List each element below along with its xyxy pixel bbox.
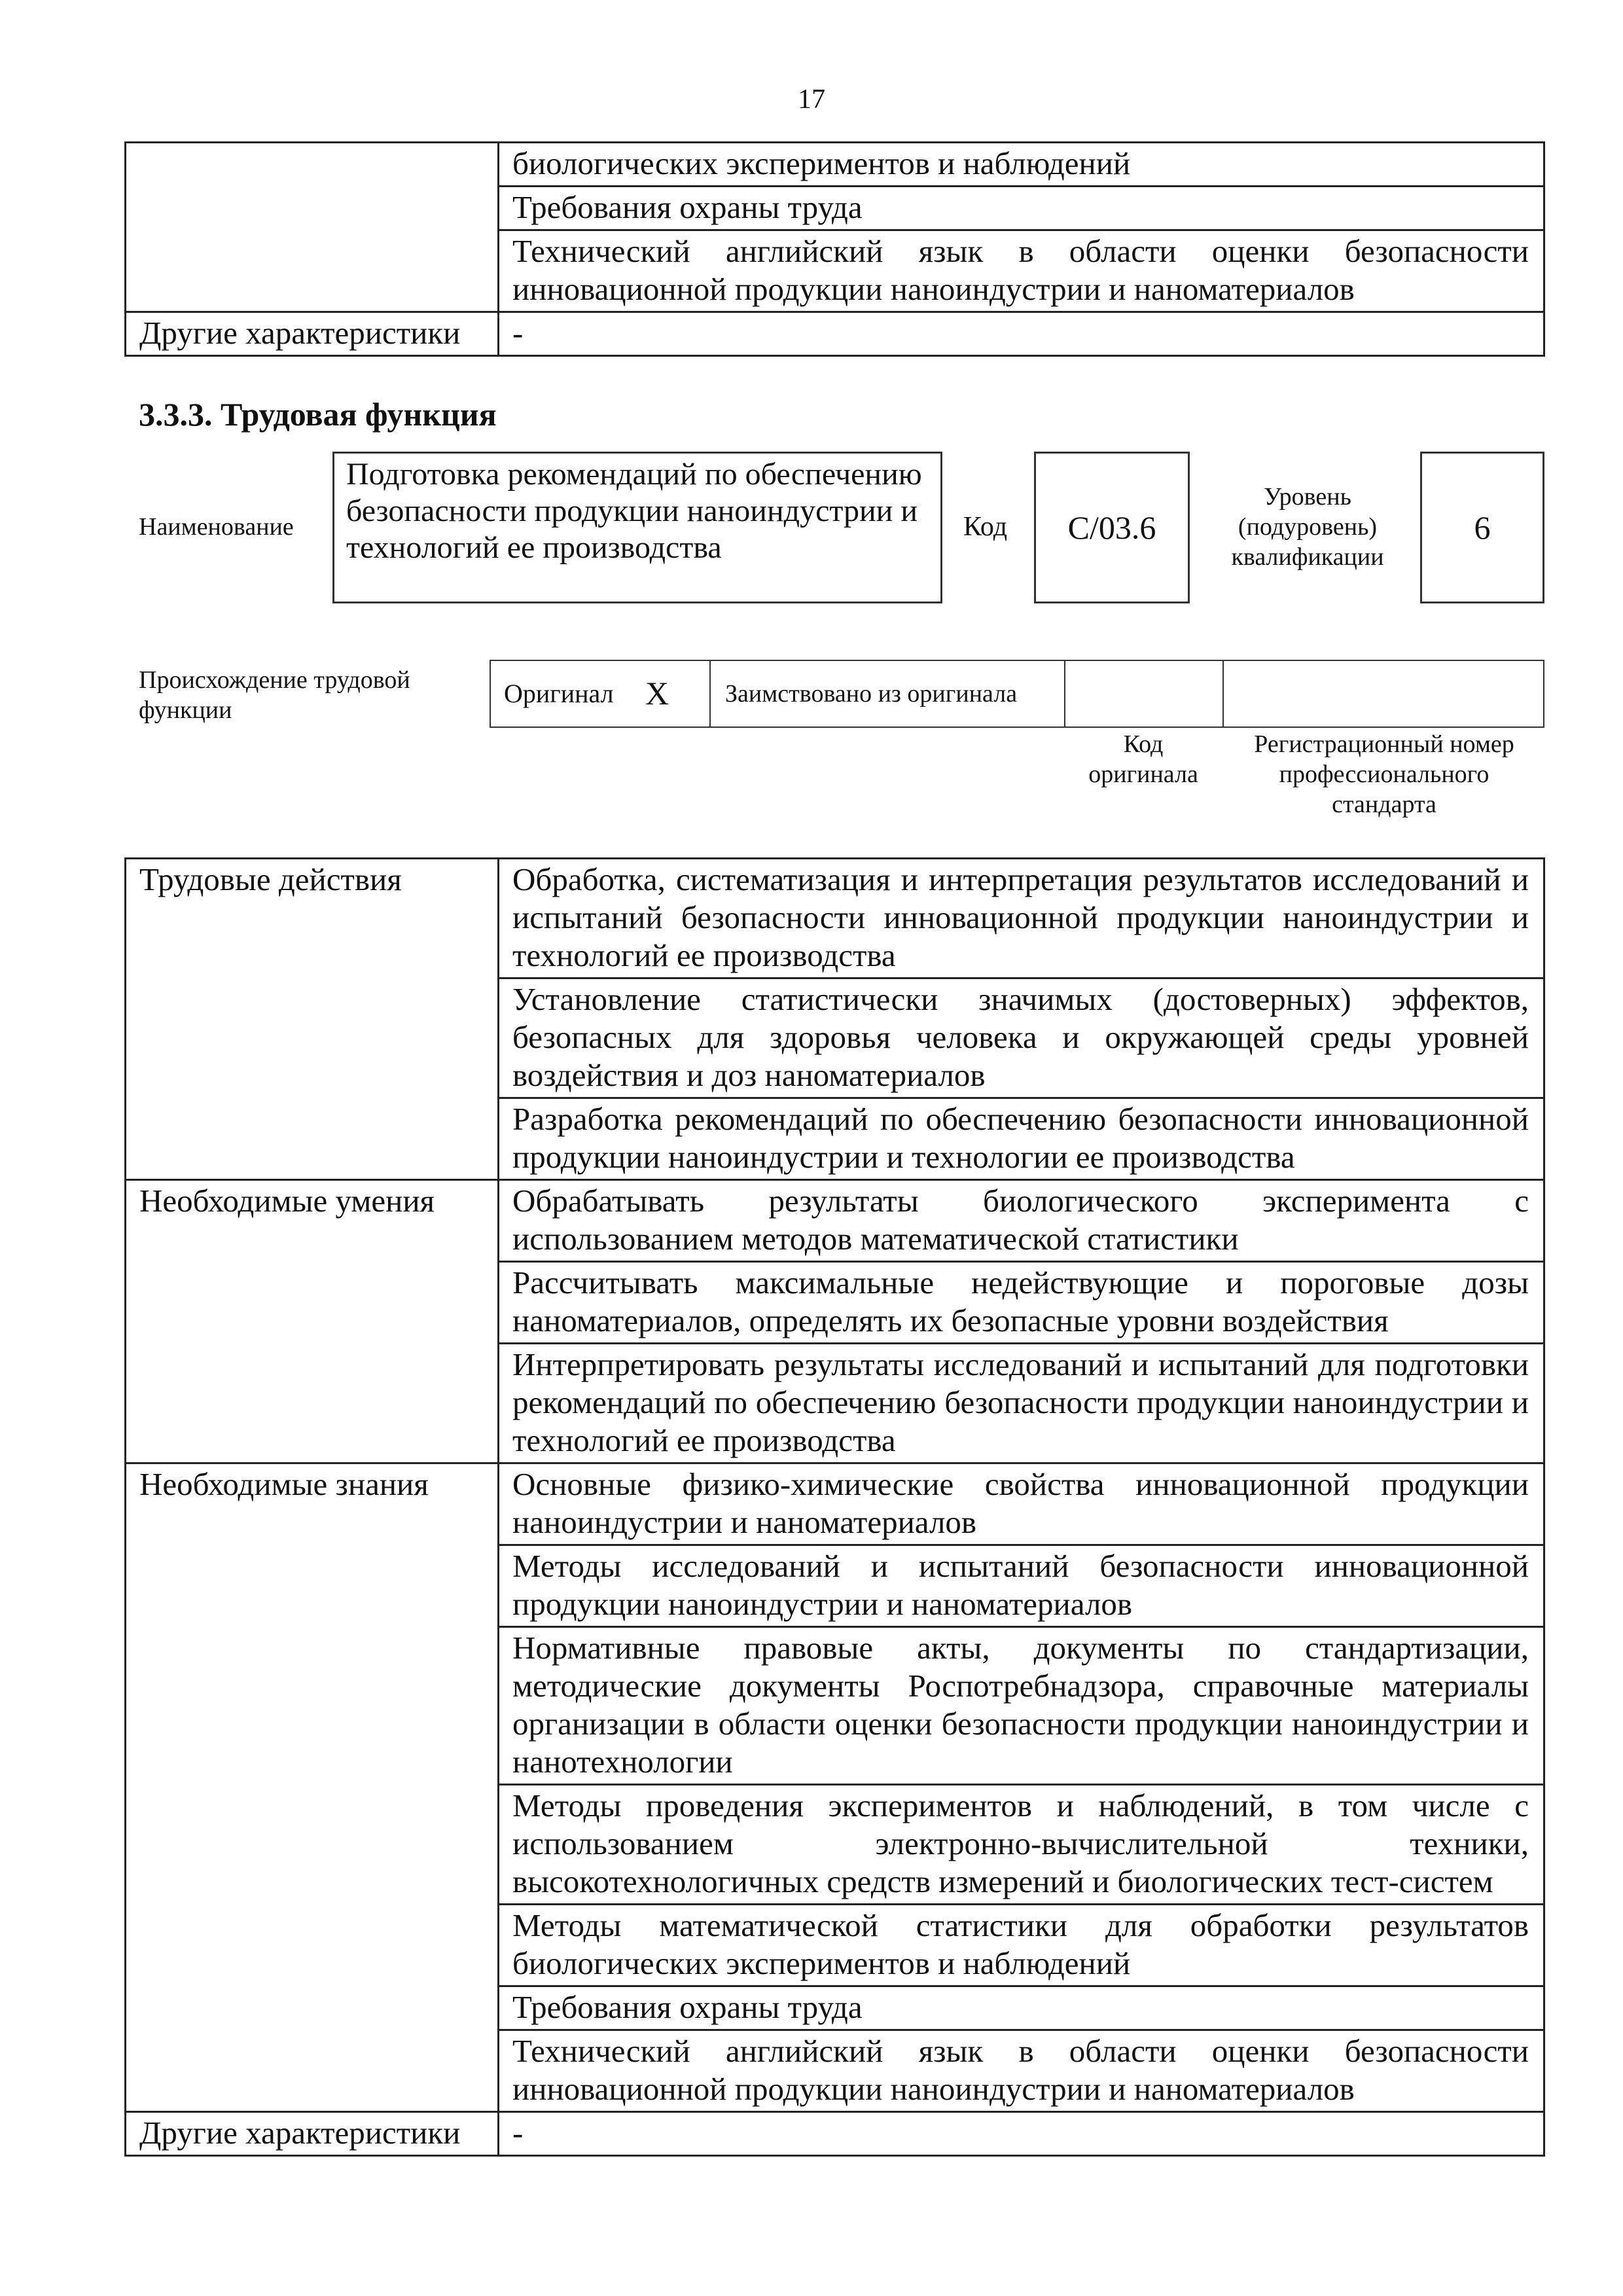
table-cell: - [499,312,1544,356]
origin-divider [1064,660,1065,728]
table-cell: Основные физико-химические свойства инновационной продукции наноиндустрии и наноматериалов [499,1463,1544,1545]
table-row [126,1463,1544,1545]
table-cell: Методы исследований и испытаний безопасности инновационной продукции наноиндустрии и наноматериалов [499,1545,1544,1627]
reg-number-caption: Регистрационный номер профессионального стандарта [1254,730,1514,818]
table-label-cell [126,230,499,312]
table-label-cell [126,1545,499,1627]
table-label-cell [126,1344,499,1463]
original-mark: X [645,675,669,711]
table-row [126,1905,1544,1986]
code-original-caption: Код оригинала [1088,730,1198,788]
table-cell: Требования охраны труда [499,187,1544,230]
table-label-cell [126,1098,499,1180]
borrowed-label: Заимствовано из оригинала [725,680,1018,708]
table-row [126,1627,1544,1785]
table-cell: Рассчитывать максимальные недействующие и пороговые дозы наноматериалов, определять их безопасные уровни воздействия [499,1262,1544,1344]
table-label-cell [126,978,499,1098]
table-label-cell [126,2030,499,2112]
table-row [126,1180,1544,1262]
name-label: Наименование [139,513,294,541]
table-cell: Разработка рекомендаций по обеспечению безопасности инновационной продукции наноиндустрии и технологии ее производства [499,1098,1544,1180]
table-row [126,143,1544,187]
table-row [126,230,1544,312]
page-number: 17 [798,84,825,115]
level-label: Уровень (подуровень) квалификации [1231,483,1384,571]
original-label: Оригинал [504,679,614,708]
code-value-box: C/03.6 [1034,452,1190,603]
origin-divider [1222,660,1224,728]
table-row [126,1986,1544,2030]
group-label-skills: Необходимые умения [126,1180,499,1262]
table-cell: Методы проведения экспериментов и наблюдений, в том числе с использованием электронно-вычислительной техники, высокотехнологичных средств измерений и биологических тест-систем [499,1785,1544,1905]
level-value-box: 6 [1420,452,1544,603]
table-cell: Обрабатывать результаты биологического эксперимента с использованием методов математической статистики [499,1180,1544,1262]
table-row [126,1344,1544,1463]
origin-divider [709,660,711,728]
table-cell: Технический английский язык в области оценки безопасности инновационной продукции наноиндустрии и наноматериалов [499,2030,1544,2112]
table-cell: Методы математической статистики для обработки результатов биологических экспериментов и наблюдений [499,1905,1544,1986]
top-table [124,141,1545,357]
table-label-cell [126,143,499,187]
table-label-cell [126,1262,499,1344]
table-label-cell [126,187,499,230]
table-row [126,1545,1544,1627]
table-row [126,1098,1544,1180]
table-cell: Интерпретировать результаты исследований и испытаний для подготовки рекомендаций по обеспечению безопасности продукции наноиндустрии и технологий ее производства [499,1344,1544,1463]
table-row [126,2112,1544,2156]
table-label-cell [126,1986,499,2030]
table-label-cell [126,1627,499,1785]
table-cell: Установление статистически значимых (достоверных) эффектов, безопасных для здоровья человека и окружающей среды уровней воздействия и доз наноматериалов [499,978,1544,1098]
table-cell: Нормативные правовые акты, документы по стандартизации, методические документы Роспотребнадзора, справочные материалы организации в области оценки безопасности продукции наноиндустрии и нанотехнологии [499,1627,1544,1785]
table-row [126,312,1544,356]
function-name-box: Подготовка рекомендаций по обеспечению безопасности продукции наноиндустрии и технологий ее производства [332,452,942,603]
table-cell: - [499,2112,1544,2156]
code-label: Код [963,512,1008,542]
group-label-labor-actions: Трудовые действия [126,859,499,978]
table-label-cell [126,1905,499,1986]
table-row [126,1262,1544,1344]
table-row [126,1785,1544,1905]
group-label-other: Другие характеристики [126,2112,499,2156]
main-table [124,857,1545,2157]
table-cell: Обработка, систематизация и интерпретация результатов исследований и испытаний безопасности инновационной продукции наноиндустрии и технологий ее производства [499,859,1544,978]
origin-label: Происхождение трудовой функции [139,666,410,724]
table-row [126,978,1544,1098]
table-label-cell [126,1785,499,1905]
table-row [126,2030,1544,2112]
table-row [126,859,1544,978]
table-cell: Требования охраны труда [499,1986,1544,2030]
table-label-cell: Другие характеристики [126,312,499,356]
section-heading: 3.3.3. Трудовая функция [139,396,497,433]
table-cell: биологических экспериментов и наблюдений [499,143,1544,187]
table-row [126,187,1544,230]
group-label-knowledge: Необходимые знания [126,1463,499,1545]
table-cell: Технический английский язык в области оценки безопасности инновационной продукции наноиндустрии и наноматериалов [499,230,1544,312]
